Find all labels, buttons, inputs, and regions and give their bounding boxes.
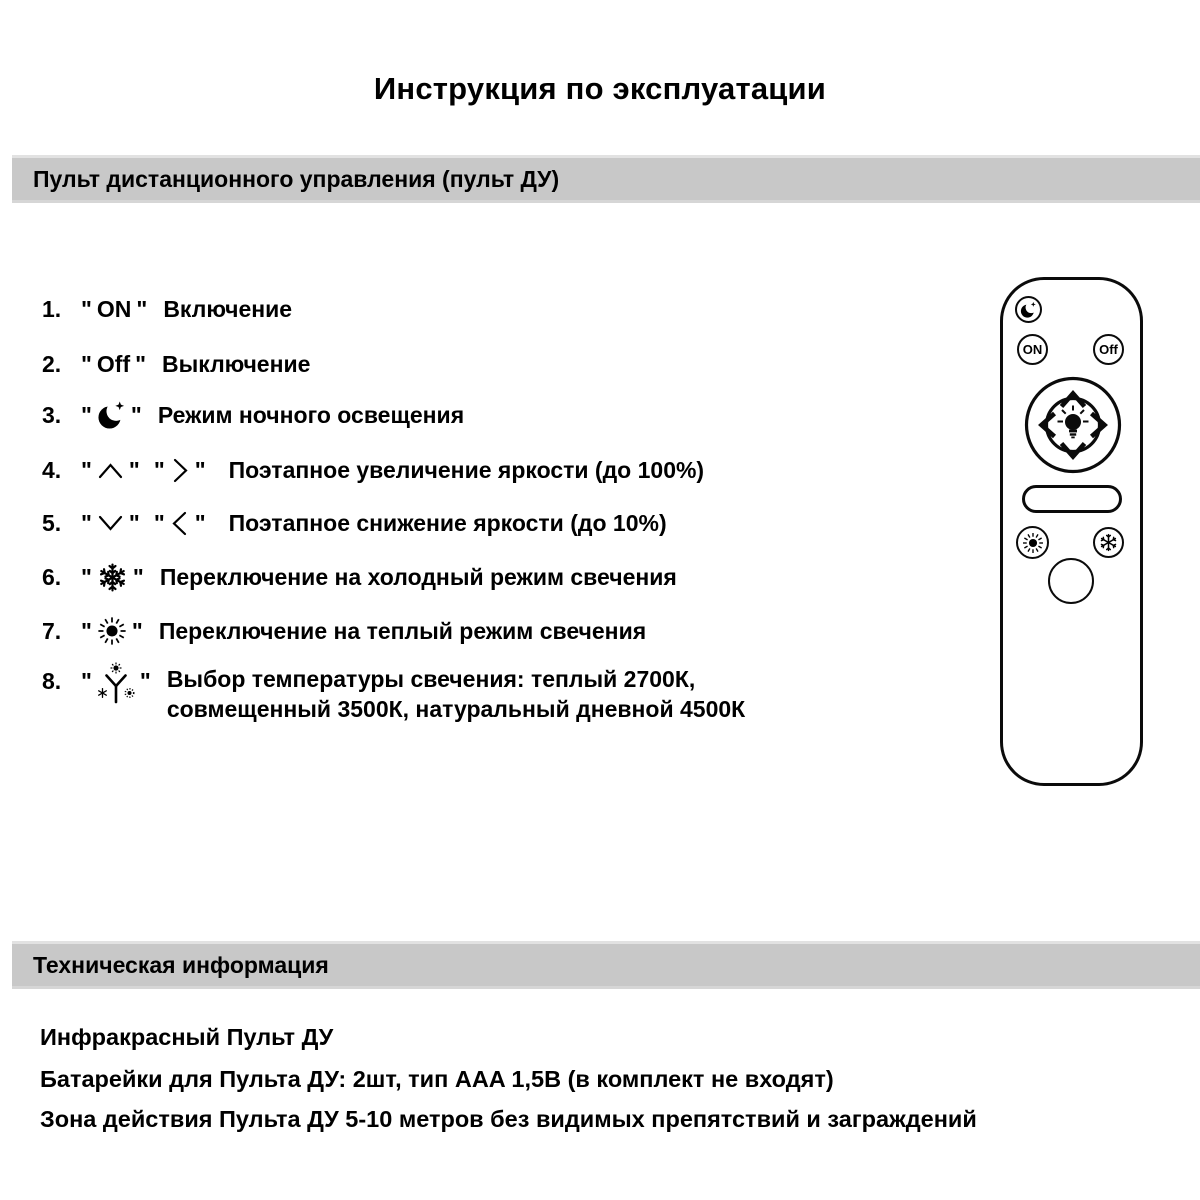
list-item-3 bbox=[42, 398, 464, 432]
moon-icon bbox=[97, 400, 126, 431]
quote-mark: " bbox=[81, 668, 92, 694]
item-label: Переключение на холодный режим свечения bbox=[159, 563, 677, 590]
quote-mark: " bbox=[131, 617, 143, 644]
off-button-label: Off bbox=[1099, 342, 1118, 357]
list-item-8 bbox=[42, 664, 745, 724]
item-label: Поэтапное увеличение яркости (до 100%) bbox=[228, 456, 705, 483]
quote-mark: " bbox=[132, 563, 144, 590]
quote-mark: " bbox=[194, 509, 206, 536]
quote-mark: " bbox=[153, 509, 165, 536]
remote-control-illustration bbox=[1000, 277, 1143, 786]
moon-icon bbox=[1020, 301, 1037, 319]
quote-mark: " bbox=[81, 617, 92, 644]
quote-mark: " bbox=[136, 295, 148, 322]
snowflake-icon bbox=[97, 562, 128, 593]
quote-mark: " bbox=[128, 456, 140, 483]
quote-mark: " bbox=[81, 509, 92, 536]
quote-mark: " bbox=[81, 456, 92, 483]
item-label: Переключение на теплый режим свечения bbox=[158, 617, 647, 644]
sun-icon bbox=[97, 616, 127, 646]
page-title: Инструкция по эксплуатации bbox=[373, 71, 827, 106]
sun-icon bbox=[1022, 532, 1044, 554]
round-button bbox=[1048, 558, 1094, 604]
snowflake-icon bbox=[1099, 533, 1118, 552]
item-label: Режим ночного освещения bbox=[157, 401, 465, 428]
list-item-1 bbox=[42, 292, 292, 326]
chevron-up-icon bbox=[97, 459, 124, 482]
chevron-right-icon bbox=[170, 457, 190, 484]
item-label: Выключение bbox=[162, 350, 311, 377]
item-label-line-1: Выбор температуры свечения: теплый 2700К, bbox=[166, 666, 696, 692]
on-button bbox=[1017, 334, 1048, 365]
on-button-label: ON bbox=[1022, 342, 1043, 357]
item-number: 8. bbox=[42, 668, 62, 694]
section-header-remote-label: Пульт дистанционного управления (пульт ДУ) bbox=[33, 165, 560, 192]
item-label bbox=[167, 664, 745, 724]
dpad-control bbox=[1023, 375, 1123, 475]
list-item-5 bbox=[42, 506, 667, 540]
chevron-down-icon bbox=[97, 512, 124, 535]
quote-mark: " bbox=[135, 350, 147, 377]
tech-info-line: Инфракрасный Пульт ДУ bbox=[40, 1024, 334, 1050]
pill-button bbox=[1022, 485, 1122, 513]
warm-mode-button bbox=[1016, 526, 1049, 559]
quote-mark: " bbox=[153, 456, 165, 483]
item-label-line-2: совмещенный 3500К, натуральный дневной 4500К bbox=[166, 696, 746, 722]
on-button-label: ON bbox=[96, 295, 132, 322]
quote-mark: " bbox=[128, 509, 140, 536]
quote-mark: " bbox=[194, 456, 206, 483]
quote-mark: " bbox=[81, 401, 92, 428]
item-label: Поэтапное снижение яркости (до 10%) bbox=[228, 509, 667, 536]
tech-info-line: Зона действия Пульта ДУ 5-10 метров без видимых препятствий и заграждений bbox=[40, 1106, 977, 1132]
quote-mark: " bbox=[139, 668, 151, 694]
list-item-4 bbox=[42, 453, 704, 487]
section-header-remote bbox=[12, 155, 1200, 203]
item-number: 6. bbox=[42, 563, 62, 590]
item-number: 5. bbox=[42, 509, 62, 536]
chevron-left-icon bbox=[170, 510, 190, 537]
color-temperature-select-icon bbox=[97, 662, 135, 706]
section-header-tech-label: Техническая информация bbox=[33, 951, 329, 978]
item-label: Включение bbox=[163, 295, 293, 322]
item-number: 4. bbox=[42, 456, 62, 483]
quote-mark: " bbox=[81, 350, 92, 377]
item-number: 3. bbox=[42, 401, 62, 428]
quote-mark: " bbox=[81, 563, 92, 590]
list-item-7 bbox=[42, 614, 646, 648]
tech-info-line: Батарейки для Пульта ДУ: 2шт, тип AAA 1,5В (в комплект не входят) bbox=[40, 1066, 834, 1092]
night-mode-button bbox=[1015, 296, 1042, 323]
off-button bbox=[1093, 334, 1124, 365]
list-item-2 bbox=[42, 347, 310, 381]
quote-mark: " bbox=[81, 295, 92, 322]
item-number: 1. bbox=[42, 295, 62, 322]
section-header-tech bbox=[12, 941, 1200, 989]
quote-mark: " bbox=[130, 401, 142, 428]
cold-mode-button bbox=[1093, 527, 1124, 558]
list-item-6 bbox=[42, 560, 677, 594]
item-number: 2. bbox=[42, 350, 62, 377]
off-button-label: Off bbox=[96, 350, 131, 377]
item-number: 7. bbox=[42, 617, 62, 644]
